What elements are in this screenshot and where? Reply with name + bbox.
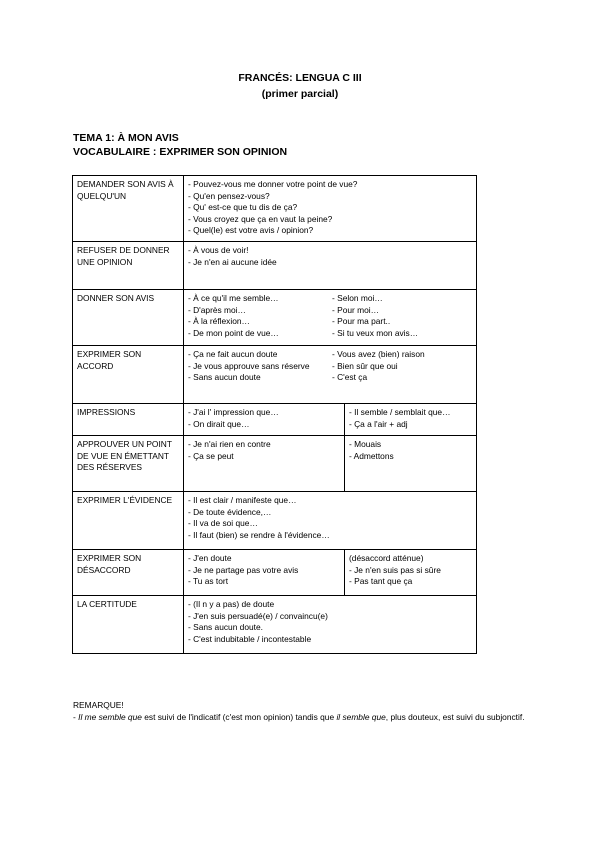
phrases-cell-right (345, 403, 477, 435)
remark-text (73, 712, 533, 724)
phrase: - Admettons (349, 450, 394, 461)
phrases-cell-left (184, 403, 345, 435)
table-row (73, 491, 477, 549)
phrase: - Ça ne fait aucun doute (188, 348, 278, 359)
row-label: DONNER SON AVIS (73, 289, 184, 345)
vocab-heading: VOCABULAIRE : EXPRIMER SON OPINION (73, 146, 288, 158)
remark-dash: - (73, 711, 79, 722)
phrase: - Je n'ai rien en contre (188, 438, 271, 449)
table-row (73, 549, 477, 595)
phrase: - Sans aucun doute. (188, 622, 263, 633)
table-row (73, 345, 477, 403)
phrase: - Il va de soi que… (188, 518, 258, 529)
row-label: IMPRESSIONS (73, 403, 184, 435)
phrase: - À vous de voir! (188, 244, 249, 255)
row-label: EXPRIMER L'ÉVIDENCE (73, 491, 184, 549)
phrase: - Sans aucun doute (188, 372, 261, 383)
phrase: - Je n'en suis pas si sûre (349, 564, 441, 575)
phrase: - On dirait que… (188, 418, 250, 429)
phrase: - De toute évidence,… (188, 506, 272, 517)
remark-text-2: , plus douteux, est suivi du subjonctif. (385, 711, 525, 722)
page-title: FRANCÉS: LENGUA C III (238, 72, 362, 84)
remark-phrase-1: Il me semble que (78, 711, 142, 722)
row-label: EXPRIMER SON DÉSACCORD (73, 549, 184, 595)
phrase: - D'après moi… (188, 304, 246, 315)
remark-phrase-2: il semble que (336, 711, 386, 722)
phrase: - De mon point de vue… (188, 327, 279, 338)
phrase: - Pouvez-vous me donner votre point de vue? (188, 179, 358, 189)
row-label: DEMANDER SON AVIS À QUELQU'UN (73, 176, 184, 242)
table-row (73, 241, 477, 289)
phrases-cell (184, 595, 477, 653)
tema-heading: TEMA 1: À MON AVIS (73, 132, 179, 144)
phrase: - Mouais (349, 438, 382, 449)
phrases-cell (184, 176, 477, 242)
phrases-cell (184, 241, 477, 289)
phrase: - Il semble / semblait que… (349, 406, 451, 417)
phrase: - Tu as tort (188, 576, 229, 587)
table-row (73, 289, 477, 345)
phrase: - Vous avez (bien) raison (332, 348, 425, 359)
phrase: (désaccord atténue) (349, 552, 424, 563)
table-row (73, 403, 477, 435)
remark-heading: REMARQUE! (73, 700, 124, 710)
phrase: - Pas tant que ça (349, 576, 413, 587)
phrase: - Qu'en pensez-vous? (188, 190, 270, 201)
phrase: - Il est clair / manifeste que… (188, 494, 297, 505)
row-label: EXPRIMER SON ACCORD (73, 345, 184, 403)
phrase: - Je n'en ai aucune idée (188, 256, 277, 267)
phrase: - Quel(le) est votre avis / opinion? (188, 225, 314, 236)
phrase: - Je ne partage pas votre avis (188, 564, 299, 575)
row-label: LA CERTITUDE (73, 595, 184, 653)
phrase: - J'en doute (188, 552, 232, 563)
phrase: - Pour moi… (332, 304, 380, 315)
phrases-cell (184, 345, 477, 403)
remark-block (73, 700, 533, 723)
phrase: - J'en suis persuadé(e) / convaincu(e) (188, 610, 328, 621)
table-row (73, 595, 477, 653)
phrase: - Vous croyez que ça en vaut la peine? (188, 213, 333, 224)
row-label: REFUSER DE DONNER UNE OPINION (73, 241, 184, 289)
phrases-cell-right (345, 435, 477, 491)
phrase: - J'ai l' impression que… (188, 406, 279, 417)
remark-text-1: est suivi de l'indicatif (c'est mon opinion) tandis que (141, 711, 337, 722)
phrase: - C'est indubitable / incontestable (188, 633, 312, 644)
phrases-cell (184, 289, 477, 345)
phrase: - Selon moi… (332, 292, 383, 303)
phrase: - Ça se peut (188, 450, 234, 461)
vocabulary-table (72, 175, 477, 654)
phrase: - C'est ça (332, 372, 368, 383)
phrase: - Je vous approuve sans réserve (188, 360, 310, 371)
phrase: - À la réflexion… (188, 316, 250, 327)
table-row (73, 176, 477, 242)
phrases-cell-right (345, 549, 477, 595)
phrase: - (Il n y a pas) de doute (188, 598, 275, 609)
table-row (73, 435, 477, 491)
phrases-cell (184, 491, 477, 549)
phrases-cell-left (184, 435, 345, 491)
phrases-cell-left (184, 549, 345, 595)
phrase: - Ça a l'air + adj (349, 418, 408, 429)
page-subtitle: (primer parcial) (261, 88, 339, 100)
row-label: APPROUVER UN POINT DE VUE EN ÉMETTANT DES RÉSERVES (73, 435, 184, 491)
phrase: - Si tu veux mon avis… (332, 327, 419, 338)
phrase: - Il faut (bien) se rendre à l'évidence… (188, 529, 330, 540)
phrase: - Pour ma part.. (332, 316, 391, 327)
phrase: - À ce qu'il me semble… (188, 292, 279, 303)
phrase: - Bien sûr que oui (332, 360, 398, 371)
phrase: - Qu' est-ce que tu dis de ça? (188, 202, 298, 213)
